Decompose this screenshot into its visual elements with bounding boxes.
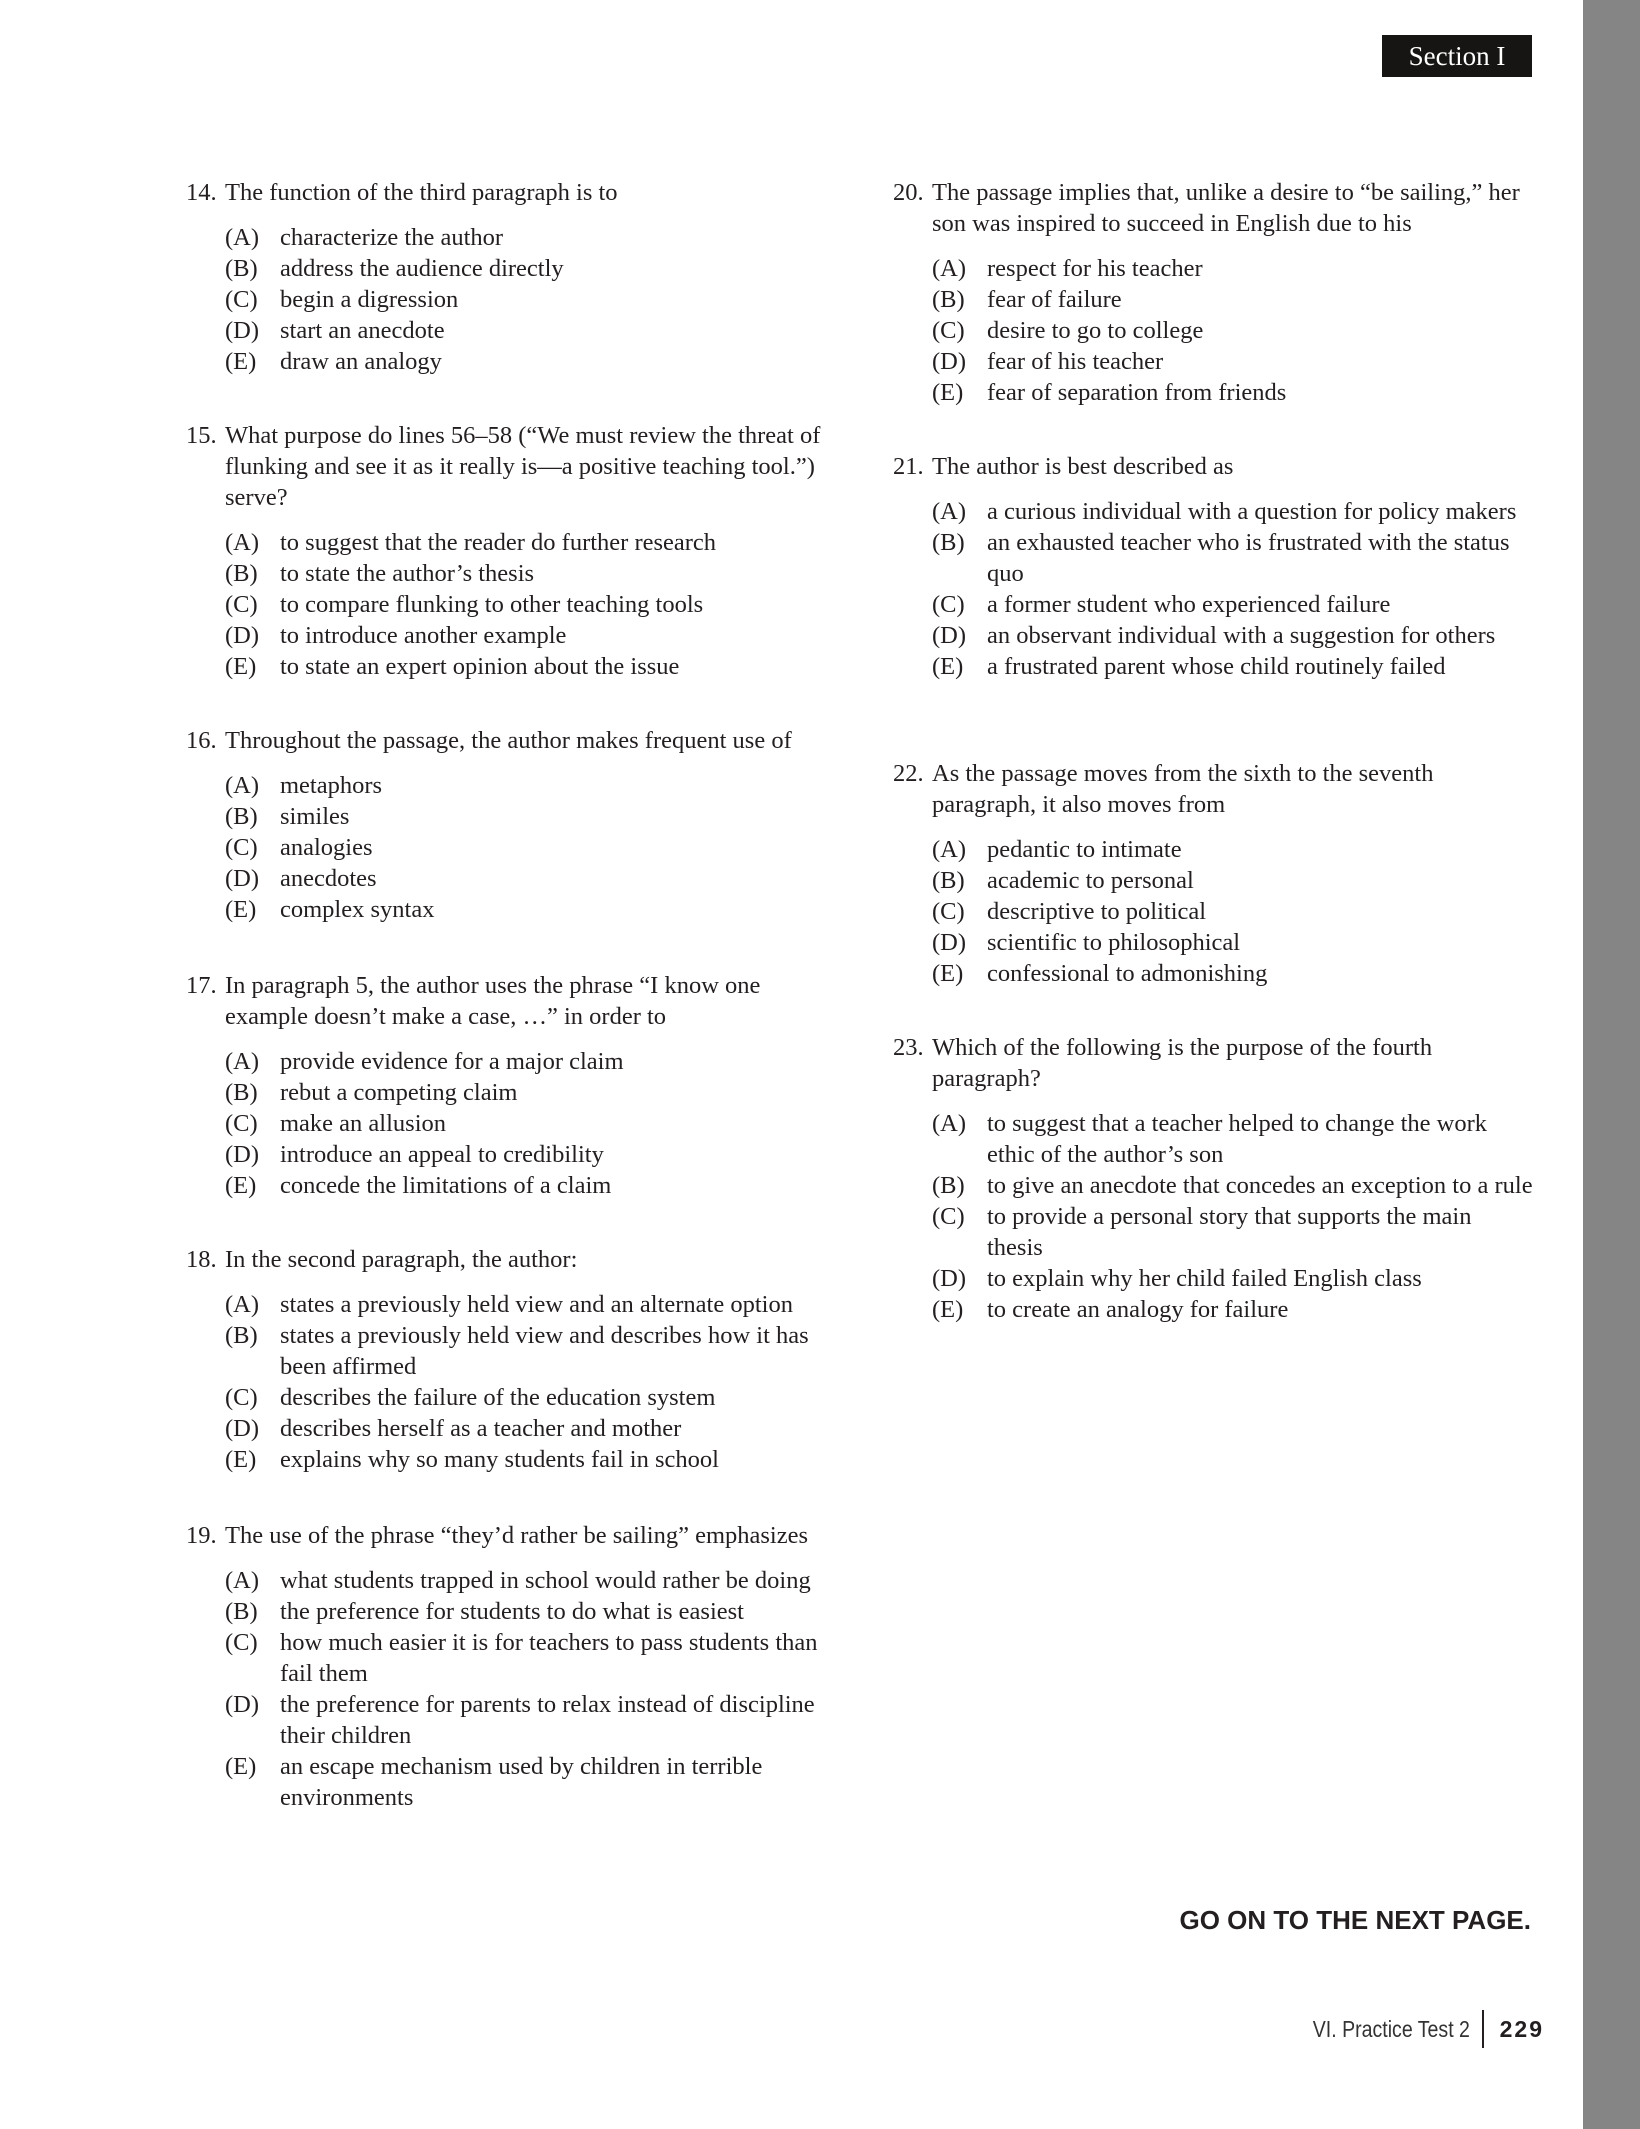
option-text: describes the failure of the education system bbox=[280, 1384, 716, 1411]
option-text: how much easier it is for teachers to pass students than fail them bbox=[280, 1629, 818, 1687]
question bbox=[186, 970, 826, 1201]
question-stem bbox=[893, 758, 1533, 820]
option-text: desire to go to college bbox=[987, 317, 1204, 344]
option-text: complex syntax bbox=[280, 896, 435, 923]
option-letter: (C) bbox=[225, 1384, 258, 1411]
option-text: anecdotes bbox=[280, 865, 377, 892]
option-text: descriptive to political bbox=[987, 898, 1207, 925]
option-text: fear of failure bbox=[987, 286, 1122, 313]
option-letter: (A) bbox=[932, 498, 967, 525]
option-text: concede the limitations of a claim bbox=[280, 1172, 612, 1199]
option-letter: (C) bbox=[225, 286, 258, 313]
answer-option[interactable] bbox=[225, 651, 826, 682]
answer-option[interactable] bbox=[932, 589, 1533, 620]
question-number: 18. bbox=[186, 1246, 217, 1273]
option-letter: (A) bbox=[932, 1110, 967, 1137]
option-text: states a previously held view and describes how it has been affirmed bbox=[280, 1322, 809, 1380]
option-text: provide evidence for a major claim bbox=[280, 1048, 624, 1075]
option-letter: (E) bbox=[225, 896, 257, 923]
option-text: to introduce another example bbox=[280, 622, 567, 649]
option-letter: (D) bbox=[225, 317, 260, 344]
option-letter: (B) bbox=[932, 286, 965, 313]
answer-option[interactable] bbox=[932, 927, 1533, 958]
option-letter: (C) bbox=[932, 591, 965, 618]
option-letter: (A) bbox=[225, 772, 260, 799]
question-number: 22. bbox=[893, 760, 924, 787]
answer-option[interactable] bbox=[932, 958, 1533, 989]
option-letter: (D) bbox=[932, 622, 967, 649]
option-letter: (D) bbox=[225, 865, 260, 892]
question-number: 17. bbox=[186, 972, 217, 999]
option-text: to state the author’s thesis bbox=[280, 560, 535, 587]
option-letter: (A) bbox=[932, 836, 967, 863]
option-letter: (D) bbox=[932, 348, 967, 375]
option-text: begin a digression bbox=[280, 286, 459, 313]
option-letter: (B) bbox=[225, 1598, 258, 1625]
option-letter: (E) bbox=[225, 653, 257, 680]
answer-option[interactable] bbox=[225, 620, 826, 651]
answer-option[interactable] bbox=[225, 346, 826, 377]
option-text: metaphors bbox=[280, 772, 383, 799]
question bbox=[186, 420, 826, 682]
go-on-instruction: GO ON TO THE NEXT PAGE. bbox=[1179, 1905, 1531, 1935]
option-letter: (C) bbox=[932, 898, 965, 925]
question-number: 21. bbox=[893, 453, 924, 480]
option-letter: (B) bbox=[225, 255, 258, 282]
option-letter: (E) bbox=[225, 1753, 257, 1780]
option-letter: (B) bbox=[932, 867, 965, 894]
option-letter: (B) bbox=[225, 803, 258, 830]
option-text: explains why so many students fail in school bbox=[280, 1446, 719, 1473]
answer-options bbox=[893, 253, 1533, 408]
question bbox=[186, 1244, 826, 1475]
answer-options bbox=[893, 496, 1533, 682]
question bbox=[186, 177, 826, 377]
question-text: In paragraph 5, the author uses the phrase “I know one example doesn’t make a case, …” in order to bbox=[225, 972, 761, 1030]
option-letter: (E) bbox=[932, 1296, 964, 1323]
answer-option[interactable] bbox=[225, 1139, 826, 1170]
answer-option[interactable] bbox=[225, 863, 826, 894]
answer-option[interactable] bbox=[225, 894, 826, 925]
answer-option[interactable] bbox=[932, 834, 1533, 865]
option-text: make an allusion bbox=[280, 1110, 447, 1137]
option-letter: (C) bbox=[225, 834, 258, 861]
answer-option[interactable] bbox=[932, 1294, 1533, 1325]
answer-option[interactable] bbox=[225, 1444, 826, 1475]
answer-option[interactable] bbox=[932, 315, 1533, 346]
option-text: a curious individual with a question for policy makers bbox=[987, 498, 1517, 525]
answer-options bbox=[893, 834, 1533, 989]
answer-option[interactable] bbox=[225, 1627, 826, 1689]
option-text: states a previously held view and an alternate option bbox=[280, 1291, 793, 1318]
option-text: an observant individual with a suggestion for others bbox=[987, 622, 1496, 649]
answer-option[interactable] bbox=[932, 865, 1533, 896]
question-stem bbox=[893, 177, 1533, 239]
question-number: 20. bbox=[893, 179, 924, 206]
answer-option[interactable] bbox=[932, 496, 1533, 527]
answer-options bbox=[186, 1046, 826, 1201]
answer-option[interactable] bbox=[225, 832, 826, 863]
option-text: describes herself as a teacher and mother bbox=[280, 1415, 682, 1442]
option-letter: (D) bbox=[225, 1141, 260, 1168]
option-letter: (D) bbox=[225, 1691, 260, 1718]
option-letter: (C) bbox=[932, 317, 965, 344]
question bbox=[893, 451, 1533, 682]
option-letter: (B) bbox=[225, 1322, 258, 1349]
question bbox=[186, 1520, 826, 1813]
answer-option[interactable] bbox=[225, 589, 826, 620]
option-text: to suggest that the reader do further research bbox=[280, 529, 717, 556]
option-letter: (C) bbox=[932, 1203, 965, 1230]
answer-option[interactable] bbox=[225, 1382, 826, 1413]
answer-option[interactable] bbox=[932, 1263, 1533, 1294]
answer-option[interactable] bbox=[225, 1413, 826, 1444]
option-letter: (B) bbox=[932, 529, 965, 556]
option-letter: (C) bbox=[225, 1629, 258, 1656]
question-text: Throughout the passage, the author makes frequent use of bbox=[225, 727, 792, 754]
answer-option[interactable] bbox=[225, 770, 826, 801]
option-letter: (B) bbox=[225, 1079, 258, 1106]
option-text: the preference for students to do what is easiest bbox=[280, 1598, 744, 1625]
option-text: to compare flunking to other teaching tools bbox=[280, 591, 704, 618]
answer-option[interactable] bbox=[225, 315, 826, 346]
answer-option[interactable] bbox=[932, 896, 1533, 927]
option-text: pedantic to intimate bbox=[987, 836, 1182, 863]
option-letter: (D) bbox=[225, 622, 260, 649]
option-letter: (A) bbox=[225, 529, 260, 556]
answer-options bbox=[186, 770, 826, 925]
question bbox=[893, 177, 1533, 408]
page-edge-tab bbox=[1583, 0, 1640, 2129]
option-text: to explain why her child failed English class bbox=[987, 1265, 1422, 1292]
question-text: As the passage moves from the sixth to the seventh paragraph, it also moves from bbox=[932, 760, 1434, 818]
option-text: to suggest that a teacher helped to change the work ethic of the author’s son bbox=[987, 1110, 1488, 1168]
answer-option[interactable] bbox=[932, 651, 1533, 682]
question-text: The passage implies that, unlike a desire to “be sailing,” her son was inspired to succeed in English due to his bbox=[932, 179, 1520, 237]
question-stem bbox=[186, 1244, 826, 1275]
question-stem bbox=[186, 970, 826, 1032]
option-letter: (D) bbox=[225, 1415, 260, 1442]
option-letter: (A) bbox=[225, 1567, 260, 1594]
answer-option[interactable] bbox=[225, 1289, 826, 1320]
option-text: the preference for parents to relax instead of discipline their children bbox=[280, 1691, 815, 1749]
option-letter: (A) bbox=[932, 255, 967, 282]
option-letter: (D) bbox=[932, 1265, 967, 1292]
option-text: an exhausted teacher who is frustrated with the status quo bbox=[987, 529, 1510, 587]
option-text: respect for his teacher bbox=[987, 255, 1203, 282]
question-text: In the second paragraph, the author: bbox=[225, 1246, 578, 1273]
option-text: to create an analogy for failure bbox=[987, 1296, 1289, 1323]
question-stem bbox=[186, 725, 826, 756]
option-letter: (E) bbox=[932, 653, 964, 680]
answer-option[interactable] bbox=[932, 1108, 1533, 1170]
question bbox=[893, 758, 1533, 989]
answer-options bbox=[186, 527, 826, 682]
answer-option[interactable] bbox=[932, 284, 1533, 315]
question-text: What purpose do lines 56–58 (“We must review the threat of flunking and see it as it really is—a positive teaching tool.”) serve? bbox=[225, 422, 821, 511]
option-text: analogies bbox=[280, 834, 373, 861]
answer-option[interactable] bbox=[225, 1596, 826, 1627]
answer-options bbox=[186, 222, 826, 377]
answer-option[interactable] bbox=[225, 1320, 826, 1382]
answer-option[interactable] bbox=[225, 1565, 826, 1596]
option-text: fear of his teacher bbox=[987, 348, 1164, 375]
question-number: 16. bbox=[186, 727, 217, 754]
option-letter: (B) bbox=[932, 1172, 965, 1199]
answer-option[interactable] bbox=[932, 346, 1533, 377]
option-text: what students trapped in school would rather be doing bbox=[280, 1567, 811, 1594]
option-letter: (C) bbox=[225, 591, 258, 618]
question-stem bbox=[893, 1032, 1533, 1094]
option-text: fear of separation from friends bbox=[987, 379, 1287, 406]
option-text: address the audience directly bbox=[280, 255, 564, 282]
answer-option[interactable] bbox=[225, 253, 826, 284]
option-text: an escape mechanism used by children in terrible environments bbox=[280, 1753, 763, 1811]
option-text: to provide a personal story that supports the main thesis bbox=[987, 1203, 1472, 1261]
question-number: 14. bbox=[186, 179, 217, 206]
option-text: characterize the author bbox=[280, 224, 504, 251]
answer-option[interactable] bbox=[932, 620, 1533, 651]
option-text: start an anecdote bbox=[280, 317, 445, 344]
option-text: introduce an appeal to credibility bbox=[280, 1141, 604, 1168]
option-text: confessional to admonishing bbox=[987, 960, 1268, 987]
question-number: 23. bbox=[893, 1034, 924, 1061]
answer-option[interactable] bbox=[932, 377, 1533, 408]
section-label: Section I bbox=[1382, 35, 1532, 77]
question-number: 15. bbox=[186, 422, 217, 449]
answer-option[interactable] bbox=[225, 527, 826, 558]
question-number: 19. bbox=[186, 1522, 217, 1549]
answer-option[interactable] bbox=[225, 1077, 826, 1108]
option-letter: (C) bbox=[225, 1110, 258, 1137]
answer-options bbox=[186, 1565, 826, 1813]
option-text: similes bbox=[280, 803, 350, 830]
question-stem bbox=[186, 1520, 826, 1551]
option-letter: (E) bbox=[225, 348, 257, 375]
answer-option[interactable] bbox=[932, 527, 1533, 589]
option-text: a frustrated parent whose child routinely failed bbox=[987, 653, 1446, 680]
option-text: to give an anecdote that concedes an exception to a rule bbox=[987, 1172, 1533, 1199]
answer-option[interactable] bbox=[225, 558, 826, 589]
option-text: academic to personal bbox=[987, 867, 1194, 894]
option-letter: (E) bbox=[932, 379, 964, 406]
option-text: a former student who experienced failure bbox=[987, 591, 1391, 618]
option-text: draw an analogy bbox=[280, 348, 442, 375]
option-letter: (E) bbox=[932, 960, 964, 987]
question-text: The use of the phrase “they’d rather be sailing” emphasizes bbox=[225, 1522, 808, 1549]
answer-option[interactable] bbox=[225, 284, 826, 315]
answer-option[interactable] bbox=[932, 1170, 1533, 1201]
option-text: rebut a competing claim bbox=[280, 1079, 518, 1106]
option-text: scientific to philosophical bbox=[987, 929, 1241, 956]
option-letter: (A) bbox=[225, 224, 260, 251]
question bbox=[893, 1032, 1533, 1325]
answer-option[interactable] bbox=[225, 1170, 826, 1201]
question-text: Which of the following is the purpose of the fourth paragraph? bbox=[932, 1034, 1433, 1092]
answer-option[interactable] bbox=[225, 1046, 826, 1077]
page-footer bbox=[1285, 2010, 1544, 2048]
answer-option[interactable] bbox=[225, 222, 826, 253]
option-text: to state an expert opinion about the issue bbox=[280, 653, 680, 680]
answer-option[interactable] bbox=[225, 1751, 826, 1813]
footer-divider bbox=[1482, 2010, 1484, 2048]
footer-label: VI. Practice Test 2 bbox=[1312, 2015, 1470, 2042]
answer-option[interactable] bbox=[225, 1108, 826, 1139]
question-stem bbox=[186, 177, 826, 208]
question-text: The author is best described as bbox=[932, 453, 1234, 480]
answer-option[interactable] bbox=[932, 253, 1533, 284]
option-letter: (E) bbox=[225, 1172, 257, 1199]
option-letter: (E) bbox=[225, 1446, 257, 1473]
question bbox=[186, 725, 826, 925]
question-stem bbox=[186, 420, 826, 513]
option-letter: (D) bbox=[932, 929, 967, 956]
answer-options bbox=[893, 1108, 1533, 1325]
option-letter: (A) bbox=[225, 1291, 260, 1318]
answer-option[interactable] bbox=[225, 801, 826, 832]
option-letter: (B) bbox=[225, 560, 258, 587]
answer-options bbox=[186, 1289, 826, 1475]
option-letter: (A) bbox=[225, 1048, 260, 1075]
answer-option[interactable] bbox=[225, 1689, 826, 1751]
question-text: The function of the third paragraph is to bbox=[225, 179, 618, 206]
page-number: 229 bbox=[1499, 2015, 1544, 2042]
answer-option[interactable] bbox=[932, 1201, 1533, 1263]
question-stem bbox=[893, 451, 1533, 482]
